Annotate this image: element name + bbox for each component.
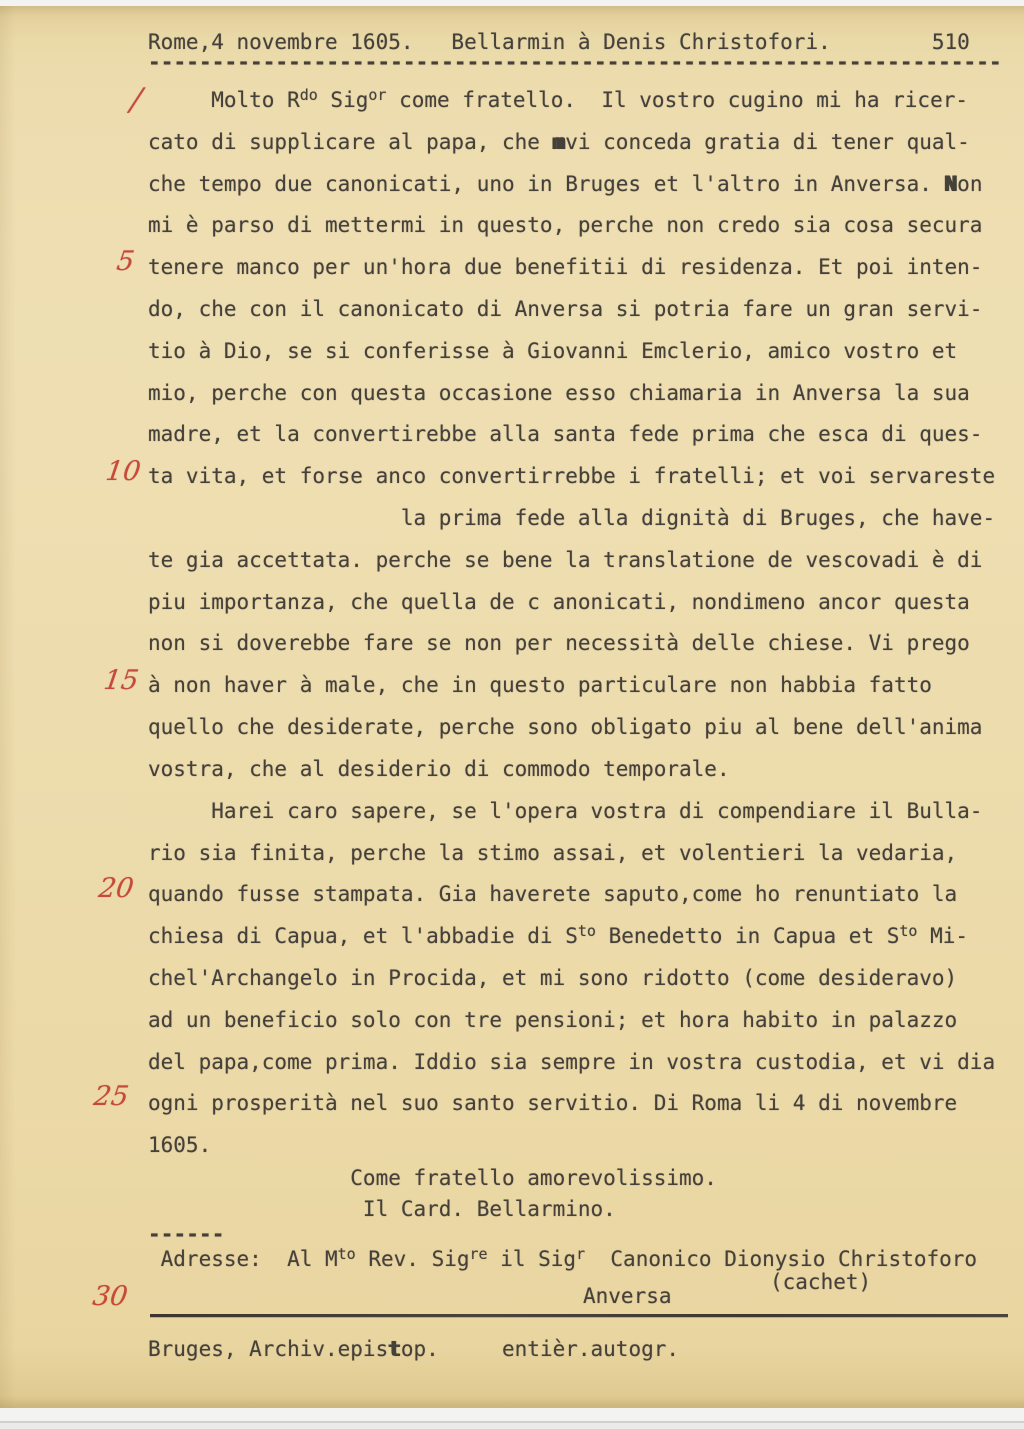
letter-line-15: à non haver à male, che in questo particulare non habbia fatto — [148, 673, 932, 697]
signature-line: Il Card. Bellarmino. — [148, 1197, 616, 1221]
footer-line: Bruges, Archiv.epistop. entièr.autogr. — [148, 1337, 680, 1361]
letter-line-12: te gia accettata. perche se bene la translatione de vescovadi è di — [148, 548, 983, 572]
letter-line-5: tenere manco per un'hora due benefitii di residenza. Et poi inten- — [148, 255, 983, 279]
header-line: Rome,4 novembre 1605. Bellarmin à Denis Christofori. 510 — [148, 30, 970, 54]
scan-edge-strip — [0, 1423, 1024, 1429]
letter-line-20: quando fusse stampata. Gia haverete saputo,come ho renuntiato la — [148, 882, 958, 906]
letter-line-1: Molto $R^{do}$ Sig$^{or}$ come fratello. Il vostro cugino mi ha ricer- — [148, 86, 969, 112]
letter-line-24: del papa,come prima. Iddio sia sempre in vostra custodia, et vi dia — [148, 1050, 996, 1074]
separator-dashes: ------ — [148, 1222, 225, 1246]
address-underline-rule — [150, 1314, 1008, 1317]
margin-mark-line-1: / — [128, 82, 144, 118]
letter-line-2: cato di supplicare al papa, che mvi conceda gratia di tener qual- — [148, 130, 970, 154]
margin-number-30: 30 — [90, 1281, 130, 1312]
letter-line-6: do, che con il canonicato di Anversa si potria fare un gran servi- — [148, 297, 983, 321]
letter-line-18: Harei caro sapere, se l'opera vostra di compendiare il Bulla- — [148, 799, 983, 823]
address-place: Anversa — [583, 1284, 672, 1308]
letter-line-8: mio, perche con questa occasione esso chiamaria in Anversa la sua — [148, 381, 970, 405]
letter-line-26: 1605. — [148, 1133, 212, 1157]
letter-line-9: madre, et la convertirebbe alla santa fede prima che esca di ques- — [148, 422, 983, 446]
letter-line-7: tio à Dio, se si conferisse à Giovanni Emclerio, amico vostro et — [148, 339, 958, 363]
margin-number-15: 15 — [101, 665, 141, 696]
header-rule: ------------------------------------------------------------------- — [148, 50, 1002, 74]
letter-line-16: quello che desiderate, perche sono obligato piu al bene dell'anima — [148, 715, 983, 739]
letter-line-11: la prima fede alla dignità di Bruges, che have- — [148, 506, 996, 530]
letter-line-22: chel'Archangelo in Procida, et mi sono ridotto (come desideravo) — [148, 966, 958, 990]
cachet-note: (cachet) — [770, 1270, 872, 1294]
letter-page — [0, 6, 1024, 1408]
letter-line-10: ta vita, et forse anco convertirrebbe i fratelli; et voi servareste — [148, 464, 996, 488]
letter-line-4: mi è parso di mettermi in questo, perche non credo sia cosa secura — [148, 213, 983, 237]
margin-number-25: 25 — [91, 1081, 131, 1112]
letter-line-21: chiesa di Capua, et l'abbadie di $S^{to}$ Benedetto in Capua et $S^{to}$ Mi- — [148, 922, 969, 948]
letter-line-25: ogni prosperità nel suo santo servitio. Di Roma li 4 di novembre — [148, 1091, 958, 1115]
address-line: Adresse: Al $M^{to}$ Rev. Sig$^{re}$ il Sig$^r$ Canonico Dionysio Christoforo — [148, 1245, 978, 1271]
letter-line-23: ad un beneficio solo con tre pensioni; et hora habito in palazzo — [148, 1008, 958, 1032]
letter-line-19: rio sia finita, perche la stimo assai, et volentieri la vedaria, — [148, 841, 958, 865]
closing-line: Come fratello amorevolissimo. — [148, 1166, 717, 1190]
margin-number-20: 20 — [96, 873, 136, 904]
letter-line-17: vostra, che al desiderio di commodo temporale. — [148, 757, 730, 781]
margin-number-5: 5 — [114, 246, 137, 277]
margin-number-10: 10 — [103, 456, 143, 487]
letter-line-13: piu importanza, che quella de c anonicati, nondimeno ancor questa — [148, 590, 970, 614]
letter-line-3: che tempo due canonicati, uno in Bruges et l'altro in Anversa. Non — [148, 172, 983, 196]
letter-line-14: non si doverebbe fare se non per necessità delle chiese. Vi prego — [148, 631, 970, 655]
